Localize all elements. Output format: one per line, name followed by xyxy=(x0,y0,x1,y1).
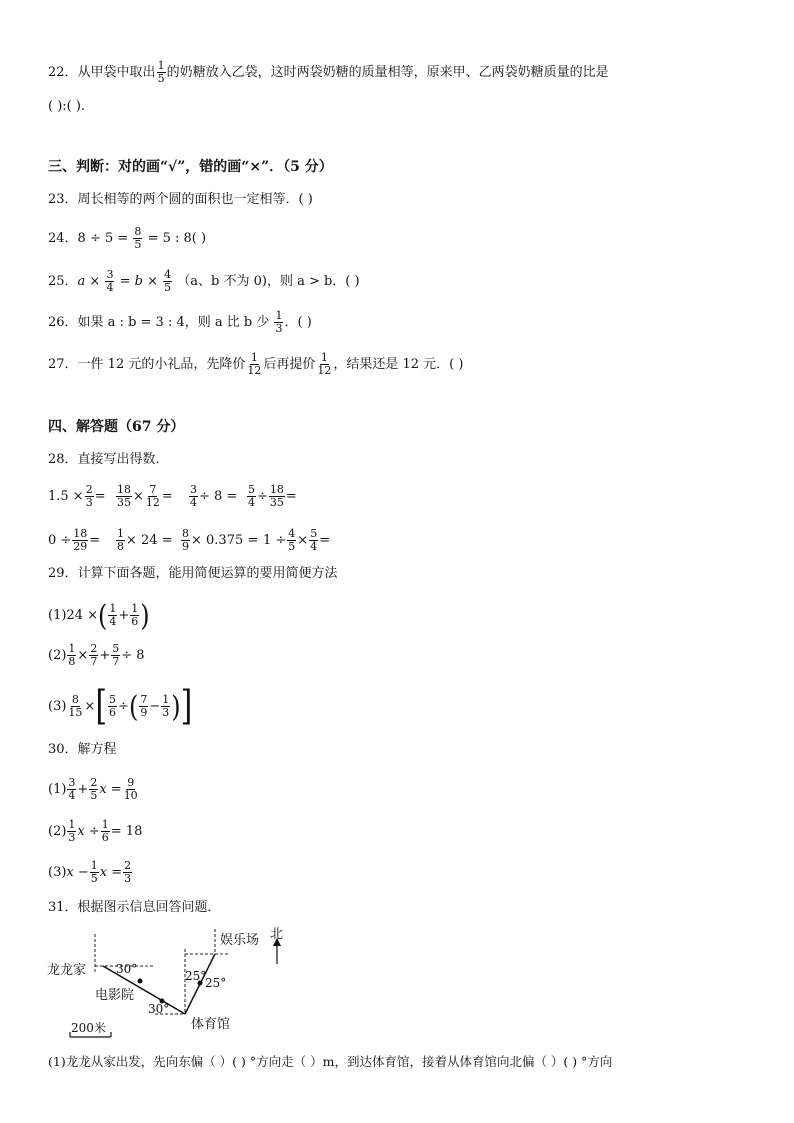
question-text: 计算下面各题，能用简便运算的要用简便方法 xyxy=(77,566,338,581)
cinema-label: 电影院 xyxy=(95,988,135,1003)
question-text: 解方程 xyxy=(77,742,117,757)
question-28 xyxy=(48,451,169,469)
fraction: $\frac{1}{12}$ xyxy=(317,351,332,377)
cinema-point xyxy=(138,979,143,984)
angle-label: 30° xyxy=(148,1002,170,1016)
question-31-part-1: (1)龙龙从家出发，先向东偏（ ）( ) °方向走（ ）m，到达体育馆，接着从体育馆向北偏（ ）( ) °方向 xyxy=(48,1054,613,1069)
angle-label: 30° xyxy=(116,962,138,976)
question-text: 直接写出得数． xyxy=(77,452,169,467)
question-23 xyxy=(48,191,313,209)
calc-item: $\frac{1}{8}$ × 24 = xyxy=(117,527,173,553)
question-number: 28． xyxy=(48,452,78,467)
expression: ．( ) xyxy=(284,315,312,330)
scale-label: 200米 xyxy=(71,1021,106,1035)
question-text: 一件 12 元的小礼品，先降价 xyxy=(77,357,246,372)
north-label: 北 xyxy=(270,927,284,942)
angle-label: 25° xyxy=(205,976,227,990)
fraction: $\frac{1}{12}$ xyxy=(247,351,262,377)
question-26 xyxy=(48,310,312,335)
question-25 xyxy=(48,269,360,294)
fraction: $\frac{8}{5}$ xyxy=(134,225,142,251)
expression: 8 ÷ 5 = xyxy=(77,231,129,246)
question-number: 26． xyxy=(48,315,78,330)
fraction: $\frac{1}{3}$ xyxy=(275,309,283,335)
gym-label: 体育馆 xyxy=(191,1017,231,1032)
calc-row-1 xyxy=(48,484,106,509)
expression: 如果 a : b = 3 : 4，则 a 比 b 少 xyxy=(77,315,270,330)
angle-label: 25° xyxy=(185,969,207,983)
question-text: 后再提价 xyxy=(263,357,316,372)
question-number: 22． xyxy=(48,65,78,80)
expression: = 5 : 8( ) xyxy=(147,231,207,246)
question-number: 30． xyxy=(48,742,78,757)
equation-3: (3)x − $\frac{1}{5}$ x = $\frac{2}{3}$ xyxy=(48,859,132,885)
calc-item: 0 ÷ $\frac{18}{29}$ = xyxy=(48,527,101,553)
calc-item: $\frac{18}{35}$ × $\frac{7}{12}$ = xyxy=(117,483,173,509)
question-number: 23． xyxy=(48,192,78,207)
question-29 xyxy=(48,565,338,583)
question-number: 25． xyxy=(48,274,78,289)
calc-item: $\frac{3}{4}$ ÷ 8 = xyxy=(190,483,238,509)
question-number: 31． xyxy=(48,900,78,915)
calc-item: $\frac{8}{9}$ × 0.375 = xyxy=(182,527,259,553)
calc-problem-1: (1)24 ×( $\frac{1}{4}$ + $\frac{1}{6}$ ) xyxy=(48,598,150,633)
question-text: 从甲袋中取出 xyxy=(77,65,156,80)
park-label: 娱乐场 xyxy=(220,933,260,948)
question-27 xyxy=(48,352,463,377)
fraction: $\frac{3}{4}$ xyxy=(106,268,114,294)
question-22 xyxy=(48,60,609,85)
expression: = b × xyxy=(119,274,158,289)
calc-problem-3: (3) $\frac{8}{15}$ ×[ $\frac{5}{6}$ ÷( $\frac{7}{9}$ − $\frac{1}{3}$ )] xyxy=(48,682,193,730)
question-30 xyxy=(48,741,117,759)
expression: a × xyxy=(77,274,101,289)
calc-item: 1.5 × $\frac{2}{3}$ = xyxy=(48,483,106,509)
fraction: $\frac{4}{5}$ xyxy=(164,268,172,294)
expression: （a、b 不为 0)，则 a > b．( ) xyxy=(177,274,360,289)
calc-item: $\frac{5}{4}$ ÷ $\frac{18}{35}$ = xyxy=(248,483,297,509)
section-title-solve: 四、解答题（67 分） xyxy=(48,419,185,435)
equation-2: (2) $\frac{1}{3}$ x ÷ $\frac{1}{6}$ = 18 xyxy=(48,818,143,844)
direction-map xyxy=(45,924,305,1044)
question-text: 周长相等的两个圆的面积也一定相等．( ) xyxy=(77,192,313,207)
question-text: 根据图示信息回答问题． xyxy=(77,900,221,915)
equation-1: (1) $\frac{3}{4}$ + $\frac{2}{5}$ x = $\frac{9}{10}$ xyxy=(48,776,138,802)
calc-item: 1 ÷ $\frac{4}{5}$ × $\frac{5}{4}$ = xyxy=(263,527,331,553)
question-text: ，结果还是 12 元．( ) xyxy=(333,357,464,372)
section-title-judge: 三、判断：对的画“√”，错的画“×”．（5 分） xyxy=(48,159,333,175)
fraction: $\frac{1}{5}$ xyxy=(157,59,165,85)
home-label: 龙龙家 xyxy=(47,963,87,978)
question-text: 的奶糖放入乙袋，这时两袋奶糖的质量相等，原来甲、乙两袋奶糖质量的比是 xyxy=(166,65,609,80)
calc-problem-2: (2) $\frac{1}{8}$ × $\frac{2}{7}$ + $\frac{5}{7}$ ÷ 8 xyxy=(48,642,145,668)
question-31 xyxy=(48,899,221,917)
question-number: 27． xyxy=(48,357,78,372)
question-number: 24． xyxy=(48,231,78,246)
question-24 xyxy=(48,226,206,251)
answer-blank: ( ):( ). xyxy=(48,99,86,114)
question-number: 29． xyxy=(48,566,78,581)
